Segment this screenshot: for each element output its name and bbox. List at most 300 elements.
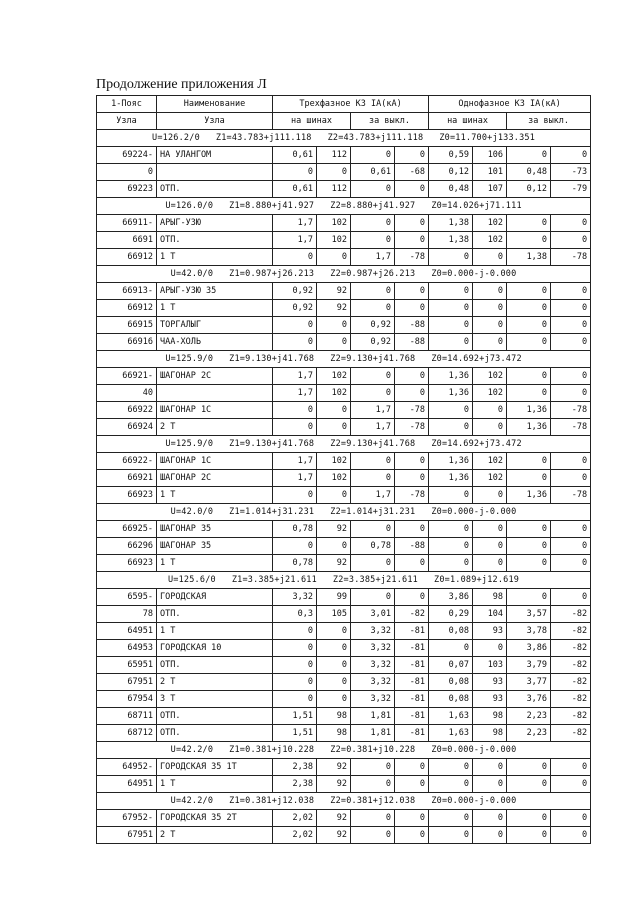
node-code: 65951: [97, 657, 157, 674]
section-z2: Z2=9.130+j41.768: [330, 438, 416, 449]
header-behind-breaker-3ph: за выкл.: [351, 113, 429, 130]
value-cell: 0: [429, 640, 473, 657]
table-row: [97, 453, 591, 470]
value-cell: 0: [351, 827, 395, 844]
node-code: 6595-: [97, 589, 157, 606]
value-cell: 0: [395, 555, 429, 572]
value-cell: 0,08: [429, 623, 473, 640]
node-code: 40: [97, 385, 157, 402]
node-code: 64951: [97, 776, 157, 793]
value-cell: 0: [395, 521, 429, 538]
value-cell: 102: [317, 232, 351, 249]
value-cell: 0: [551, 334, 591, 351]
value-cell: 0: [395, 368, 429, 385]
value-cell: 0: [351, 776, 395, 793]
value-cell: 3,78: [507, 623, 551, 640]
value-cell: 3,32: [351, 657, 395, 674]
value-cell: 0: [273, 640, 317, 657]
value-cell: 99: [317, 589, 351, 606]
section-z2: Z2=0.987+j26.213: [330, 268, 416, 279]
value-cell: 0: [429, 538, 473, 555]
value-cell: 0: [507, 759, 551, 776]
value-cell: 1,36: [507, 487, 551, 504]
value-cell: 0: [551, 759, 591, 776]
value-cell: 1,81: [351, 708, 395, 725]
node-name: 3 Т: [157, 691, 273, 708]
section-z0: Z0=14.692+j73.472: [431, 353, 522, 364]
header-row-bottom: [97, 113, 591, 130]
value-cell: 102: [317, 385, 351, 402]
value-cell: 0,08: [429, 691, 473, 708]
value-cell: 0: [429, 300, 473, 317]
value-cell: 3,76: [507, 691, 551, 708]
value-cell: 2,38: [273, 759, 317, 776]
value-cell: 1,7: [351, 487, 395, 504]
value-cell: 0: [507, 147, 551, 164]
value-cell: 0: [395, 181, 429, 198]
value-cell: 0,92: [351, 334, 395, 351]
section-z1: Z1=0.381+j10.228: [229, 744, 315, 755]
section-z1: Z1=3.385+j21.611: [231, 574, 317, 585]
value-cell: -78: [551, 249, 591, 266]
value-cell: -82: [551, 606, 591, 623]
value-cell: 3,79: [507, 657, 551, 674]
value-cell: 1,36: [507, 402, 551, 419]
value-cell: 3,86: [507, 640, 551, 657]
value-cell: 0: [507, 810, 551, 827]
value-cell: 0: [273, 419, 317, 436]
value-cell: 0: [551, 232, 591, 249]
value-cell: 0: [273, 691, 317, 708]
node-name: ГОРОДСКАЯ: [157, 589, 273, 606]
value-cell: 0,61: [273, 181, 317, 198]
value-cell: 0: [429, 521, 473, 538]
section-z2: Z2=1.014+j31.231: [330, 506, 416, 517]
value-cell: 0: [351, 283, 395, 300]
section-params: [97, 436, 591, 453]
section-z1: Z1=43.783+j111.118: [215, 132, 312, 143]
value-cell: 0: [551, 827, 591, 844]
node-code: 64952-: [97, 759, 157, 776]
value-cell: 0: [507, 453, 551, 470]
value-cell: 0: [395, 147, 429, 164]
value-cell: 0: [473, 487, 507, 504]
node-name: 1 Т: [157, 776, 273, 793]
section-z0: Z0=1.089+j12.619: [434, 574, 520, 585]
section-z0: Z0=11.700+j133.351: [439, 132, 536, 143]
section-z2: Z2=0.381+j12.038: [330, 795, 416, 806]
value-cell: 92: [317, 759, 351, 776]
value-cell: 1,38: [507, 249, 551, 266]
value-cell: -78: [551, 402, 591, 419]
value-cell: 0: [551, 453, 591, 470]
section-z2: Z2=9.130+j41.768: [330, 353, 416, 364]
value-cell: 102: [473, 215, 507, 232]
node-code: 68711: [97, 708, 157, 725]
value-cell: 0: [429, 317, 473, 334]
value-cell: 0: [273, 249, 317, 266]
value-cell: -79: [551, 181, 591, 198]
value-cell: 0: [317, 487, 351, 504]
short-circuit-table: [96, 95, 591, 844]
section-params: [97, 130, 591, 147]
value-cell: 0: [317, 640, 351, 657]
node-code: 67954: [97, 691, 157, 708]
table-row: [97, 215, 591, 232]
header-three-phase: Трехфазное КЗ IA(кА): [273, 96, 429, 113]
section-z1: Z1=9.130+j41.768: [229, 438, 315, 449]
value-cell: 0: [351, 181, 395, 198]
section-z2: Z2=8.880+j41.927: [330, 200, 416, 211]
value-cell: 0: [351, 810, 395, 827]
node-name: АРЫГ-УЗЮ: [157, 215, 273, 232]
value-cell: 3,32: [351, 623, 395, 640]
value-cell: -82: [551, 623, 591, 640]
node-code: 66925-: [97, 521, 157, 538]
value-cell: 0: [473, 249, 507, 266]
value-cell: 0: [317, 249, 351, 266]
section-header-row: [97, 572, 591, 589]
value-cell: 101: [473, 164, 507, 181]
value-cell: 0,29: [429, 606, 473, 623]
value-cell: 93: [473, 691, 507, 708]
section-z2: Z2=3.385+j21.611: [332, 574, 419, 585]
node-code: 67951: [97, 827, 157, 844]
value-cell: 1,7: [351, 249, 395, 266]
value-cell: -68: [395, 164, 429, 181]
value-cell: -88: [395, 538, 429, 555]
node-name: 1 Т: [157, 623, 273, 640]
value-cell: 0: [317, 164, 351, 181]
node-code: 66923: [97, 555, 157, 572]
section-params: [97, 742, 591, 759]
table-row: [97, 589, 591, 606]
table-row: [97, 300, 591, 317]
section-z2: Z2=0.381+j10.228: [330, 744, 416, 755]
value-cell: 0: [429, 334, 473, 351]
value-cell: 104: [473, 606, 507, 623]
section-z0: Z0=0.000-j-0.000: [431, 268, 517, 279]
value-cell: 0: [429, 810, 473, 827]
node-name: ШАГОНАР 35: [157, 521, 273, 538]
header-on-bus-1ph: на шинах: [429, 113, 507, 130]
value-cell: 0,07: [429, 657, 473, 674]
node-code: 66913-: [97, 283, 157, 300]
value-cell: 0: [507, 232, 551, 249]
value-cell: 0: [395, 589, 429, 606]
value-cell: 1,7: [273, 385, 317, 402]
value-cell: 0: [429, 283, 473, 300]
value-cell: 1,7: [273, 368, 317, 385]
node-name: ОТП.: [157, 657, 273, 674]
value-cell: 0: [507, 385, 551, 402]
node-code: 69223: [97, 181, 157, 198]
value-cell: 0,59: [429, 147, 473, 164]
value-cell: -82: [551, 708, 591, 725]
section-z1: Z1=0.381+j12.038: [229, 795, 315, 806]
value-cell: 0: [473, 317, 507, 334]
section-params: [97, 198, 591, 215]
value-cell: 0: [273, 317, 317, 334]
node-name: ОТП.: [157, 725, 273, 742]
value-cell: 0,08: [429, 674, 473, 691]
header-node: Узла: [97, 113, 157, 130]
table-row: [97, 759, 591, 776]
value-cell: 93: [473, 623, 507, 640]
table-row: [97, 776, 591, 793]
value-cell: 0,78: [351, 538, 395, 555]
value-cell: 92: [317, 776, 351, 793]
section-z0: Z0=0.000-j-0.000: [431, 506, 517, 517]
node-name: ОТП.: [157, 708, 273, 725]
node-code: 66915: [97, 317, 157, 334]
table-row: [97, 402, 591, 419]
section-u: U=42.2/0: [170, 795, 214, 806]
value-cell: 0: [395, 827, 429, 844]
header-single-phase: Однофазное КЗ IA(кА): [429, 96, 591, 113]
section-z0: Z0=14.026+j71.111: [431, 200, 522, 211]
section-u: U=42.2/0: [170, 744, 214, 755]
value-cell: 0: [351, 453, 395, 470]
value-cell: 1,81: [351, 725, 395, 742]
table-row: [97, 470, 591, 487]
value-cell: 92: [317, 300, 351, 317]
header-node-name: Узла: [157, 113, 273, 130]
value-cell: 1,7: [273, 232, 317, 249]
value-cell: -81: [395, 640, 429, 657]
value-cell: 0: [551, 283, 591, 300]
value-cell: 0: [317, 402, 351, 419]
value-cell: 0: [273, 674, 317, 691]
node-name: [157, 385, 273, 402]
value-cell: 0: [473, 759, 507, 776]
value-cell: -73: [551, 164, 591, 181]
value-cell: 0: [473, 334, 507, 351]
value-cell: 0: [395, 470, 429, 487]
value-cell: 0: [395, 283, 429, 300]
value-cell: 0: [351, 368, 395, 385]
value-cell: -82: [551, 657, 591, 674]
table-row: [97, 538, 591, 555]
value-cell: 1,38: [429, 215, 473, 232]
node-code: 66922: [97, 402, 157, 419]
table-row: [97, 317, 591, 334]
value-cell: 1,51: [273, 725, 317, 742]
node-name: ШАГОНАР 2С: [157, 470, 273, 487]
section-header-row: [97, 504, 591, 521]
value-cell: 0: [273, 538, 317, 555]
value-cell: 3,32: [273, 589, 317, 606]
table-row: [97, 708, 591, 725]
value-cell: 0: [507, 521, 551, 538]
value-cell: 3,57: [507, 606, 551, 623]
value-cell: 0: [551, 215, 591, 232]
value-cell: 0: [273, 334, 317, 351]
value-cell: 0: [551, 385, 591, 402]
value-cell: -81: [395, 691, 429, 708]
value-cell: 0: [551, 470, 591, 487]
value-cell: 93: [473, 674, 507, 691]
value-cell: 98: [317, 708, 351, 725]
value-cell: 0,48: [429, 181, 473, 198]
value-cell: -78: [395, 419, 429, 436]
node-code: 64951: [97, 623, 157, 640]
value-cell: 3,86: [429, 589, 473, 606]
table-row: [97, 674, 591, 691]
value-cell: -82: [551, 674, 591, 691]
value-cell: 0: [429, 827, 473, 844]
value-cell: 3,32: [351, 691, 395, 708]
node-name: ОТП.: [157, 181, 273, 198]
node-name: ГОРОДСКАЯ 35 1Т: [157, 759, 273, 776]
table-row: [97, 691, 591, 708]
value-cell: 0: [317, 538, 351, 555]
section-header-row: [97, 351, 591, 368]
value-cell: -82: [551, 725, 591, 742]
node-name: 1 Т: [157, 249, 273, 266]
value-cell: 2,23: [507, 725, 551, 742]
value-cell: 0,61: [351, 164, 395, 181]
value-cell: 0: [551, 555, 591, 572]
value-cell: 0: [473, 419, 507, 436]
value-cell: 0: [429, 419, 473, 436]
value-cell: -78: [551, 487, 591, 504]
table-row: [97, 521, 591, 538]
node-code: 67951: [97, 674, 157, 691]
section-header-row: [97, 793, 591, 810]
value-cell: 1,36: [429, 385, 473, 402]
node-name: ОТП.: [157, 606, 273, 623]
value-cell: 0: [473, 538, 507, 555]
value-cell: 3,32: [351, 640, 395, 657]
value-cell: 0: [273, 402, 317, 419]
value-cell: 0: [351, 521, 395, 538]
value-cell: 103: [473, 657, 507, 674]
value-cell: 0: [507, 283, 551, 300]
table-row: [97, 164, 591, 181]
value-cell: 0: [273, 623, 317, 640]
header-zone: 1-Пояс: [97, 96, 157, 113]
value-cell: 0: [395, 810, 429, 827]
value-cell: 0,48: [507, 164, 551, 181]
value-cell: 0: [351, 470, 395, 487]
value-cell: 0: [507, 470, 551, 487]
table-row: [97, 419, 591, 436]
value-cell: 1,36: [429, 470, 473, 487]
section-u: U=126.0/0: [165, 200, 214, 211]
value-cell: 106: [473, 147, 507, 164]
value-cell: 0: [273, 164, 317, 181]
value-cell: -82: [551, 640, 591, 657]
node-name: АРЫГ-УЗЮ 35: [157, 283, 273, 300]
value-cell: 0: [351, 589, 395, 606]
table-row: [97, 555, 591, 572]
node-code: 66923: [97, 487, 157, 504]
value-cell: 0: [551, 810, 591, 827]
value-cell: 0: [473, 776, 507, 793]
value-cell: 0: [507, 538, 551, 555]
value-cell: 1,7: [273, 215, 317, 232]
node-name: 2 Т: [157, 419, 273, 436]
table-row: [97, 147, 591, 164]
value-cell: 1,38: [429, 232, 473, 249]
value-cell: 0: [317, 334, 351, 351]
table-row: [97, 181, 591, 198]
node-name: ТОРГАЛЫГ: [157, 317, 273, 334]
value-cell: 0: [317, 674, 351, 691]
header-on-bus-3ph: на шинах: [273, 113, 351, 130]
value-cell: 0: [395, 300, 429, 317]
node-name: ШАГОНАР 2С: [157, 368, 273, 385]
value-cell: 0: [551, 521, 591, 538]
value-cell: 0,78: [273, 521, 317, 538]
value-cell: 1,36: [429, 453, 473, 470]
value-cell: 0: [551, 538, 591, 555]
value-cell: 92: [317, 827, 351, 844]
value-cell: 0: [317, 657, 351, 674]
value-cell: 1,36: [429, 368, 473, 385]
value-cell: 2,38: [273, 776, 317, 793]
value-cell: 102: [317, 470, 351, 487]
value-cell: 0,78: [273, 555, 317, 572]
value-cell: 0: [473, 300, 507, 317]
node-code: 66921: [97, 470, 157, 487]
value-cell: 0: [429, 487, 473, 504]
value-cell: 92: [317, 521, 351, 538]
value-cell: 0,92: [351, 317, 395, 334]
value-cell: 102: [317, 215, 351, 232]
section-params: [97, 504, 591, 521]
value-cell: 102: [473, 470, 507, 487]
section-z1: Z1=9.130+j41.768: [229, 353, 315, 364]
section-u: U=42.0/0: [170, 506, 214, 517]
section-z0: Z0=0.000-j-0.000: [431, 795, 517, 806]
value-cell: 0,12: [429, 164, 473, 181]
node-code: 66912: [97, 249, 157, 266]
value-cell: 92: [317, 283, 351, 300]
node-name: ЧАА-ХОЛЬ: [157, 334, 273, 351]
table-row: [97, 368, 591, 385]
value-cell: 1,63: [429, 725, 473, 742]
value-cell: 0: [351, 147, 395, 164]
section-params: [97, 572, 591, 589]
value-cell: -81: [395, 623, 429, 640]
value-cell: 98: [473, 725, 507, 742]
value-cell: -82: [551, 691, 591, 708]
node-name: 1 Т: [157, 487, 273, 504]
section-header-row: [97, 436, 591, 453]
value-cell: 3,77: [507, 674, 551, 691]
value-cell: -78: [551, 419, 591, 436]
value-cell: 0: [507, 300, 551, 317]
node-name: 2 Т: [157, 827, 273, 844]
value-cell: 102: [473, 232, 507, 249]
value-cell: 92: [317, 555, 351, 572]
value-cell: 0: [351, 300, 395, 317]
value-cell: 0: [507, 827, 551, 844]
value-cell: -78: [395, 249, 429, 266]
value-cell: 0,3: [273, 606, 317, 623]
value-cell: 102: [473, 368, 507, 385]
value-cell: 0: [551, 147, 591, 164]
node-code: 78: [97, 606, 157, 623]
section-header-row: [97, 198, 591, 215]
value-cell: 0: [351, 385, 395, 402]
value-cell: 0: [473, 402, 507, 419]
value-cell: -88: [395, 334, 429, 351]
value-cell: 2,02: [273, 810, 317, 827]
value-cell: 0: [551, 589, 591, 606]
